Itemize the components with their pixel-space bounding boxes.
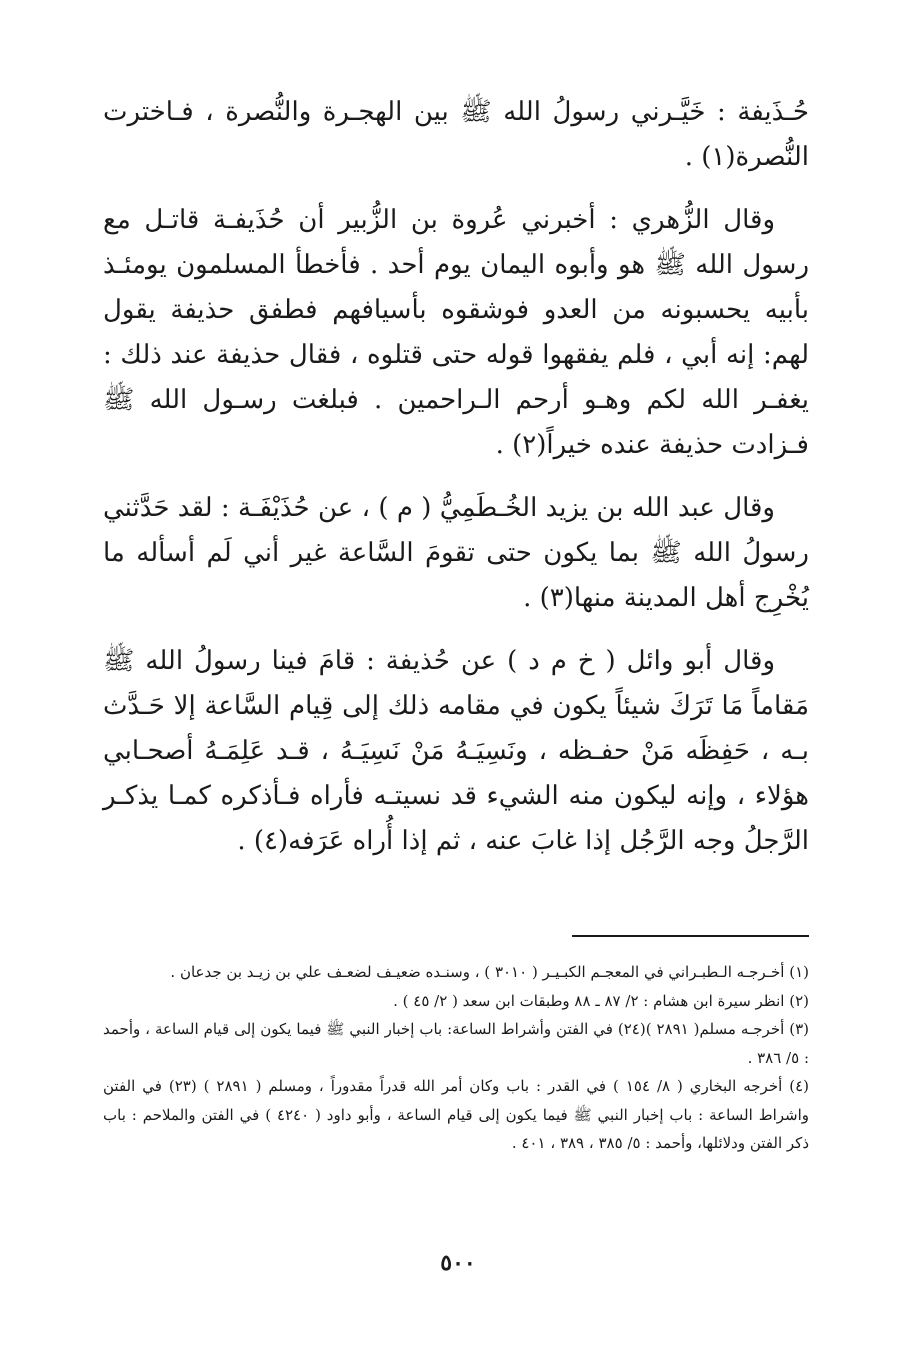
footnote-3: (٣) أخرجـه مسلم( ٢٨٩١ )(٢٤) في الفتن وأشراط الساعة: باب إخبار النبي ﷺ فيما يكون إلى قيام الساعة ، وأحمد : ٥/ ٣٨٦ .: [103, 1020, 809, 1067]
paragraph-2: وقال الزُّهري : أخبرني عُروة بن الزُّبير أن حُذَيفـة قاتـل مع رسول الله ﷺ هو وأبوه اليمان يوم أحد . فأخطأ المسلمون يومئـذ بأبيه يحسبونه من العدو فوشقوه بأسيافهم فطفق حذيفة يقول لهم: إنه أبي ، فلم يفقهوا قوله حتى قتلوه ، فقال حذيفة عند ذلك : يغفـر الله لكم وهـو أرحم الـراحمين . فبلغت رسـول الله ﷺ فـزادت حذيفة عنده خيراً(٢) .: [103, 205, 810, 460]
main-text: [103, 90, 809, 864]
page-number: ٥٠٠: [440, 1250, 476, 1276]
paragraph-4: وقال أبو وائل ( خ م د ) عن حُذيفة : قامَ فينا رسولُ الله ﷺ مَقاماً مَا تَرَكَ شيئاً يكون في مقامه ذلك إلى قِيام السَّاعة إلا حَـدَّث بـه ، حَفِظَه مَنْ حفـظه ، ونَسِيَـهُ مَنْ نَسِيَـهُ ، قـد عَلِمَـهُ أصحـابي هؤلاء ، وإنه ليكون منه الشيء قد نسيتـه فأراه فـأذكره كمـا يذكـر الرَّجلُ وجه الرَّجُل إذا غابَ عنه ، ثم إذا أُراه عَرَفه(٤) .: [103, 646, 809, 856]
paragraph-1: حُـذَيفة : خَيَّـرني رسولُ الله ﷺ بين الهجـرة والنُّصرة ، فـاخترت النُّصرة(١) .: [103, 97, 809, 172]
footnotes: [103, 958, 809, 1158]
footnote-4: (٤) أخرجه البخاري ( ٨/ ١٥٤ ) في القدر : باب وكان أمر الله قدراً مقدوراً ، ومسلم ( ٢٨٩١ ) (٢٣) في الفتن واشراط الساعة : باب إخبار النبي ﷺ فيما يكون إلى قيام الساعة ، وأبو داود ( ٤٢٤٠ ) في الفتن والملاحم : باب ذكر الفتن ودلائلها، وأحمد : ٥/ ٣٨٥ ، ٣٨٩ ، ٤٠١ .: [103, 1077, 809, 1152]
footnote-divider: [572, 935, 809, 937]
footnote-1: (١) أخـرجـه الـطبـراني في المعجـم الكبـيـر ( ٣٠١٠ ) ، وسنـده ضعيـف لضعـف علي بن زيـد بن جدعان .: [170, 963, 809, 981]
footnote-2: (٢) انظر سيرة ابن هشام : ٢/ ٨٧ ـ ٨٨ وطبقات ابن سعد ( ٢/ ٤٥ ) .: [393, 991, 809, 1010]
paragraph-3: وقال عبد الله بن يزيد الخُـطَمِيُّ ( م ) ، عن حُذَيْفَـة : لقد حَدَّثني رسولُ الله ﷺ بما يكون حتى تقومَ السَّاعة غير أني لَم أسأله ما يُخْرِج أهل المدينة منها(٣) .: [103, 493, 809, 613]
